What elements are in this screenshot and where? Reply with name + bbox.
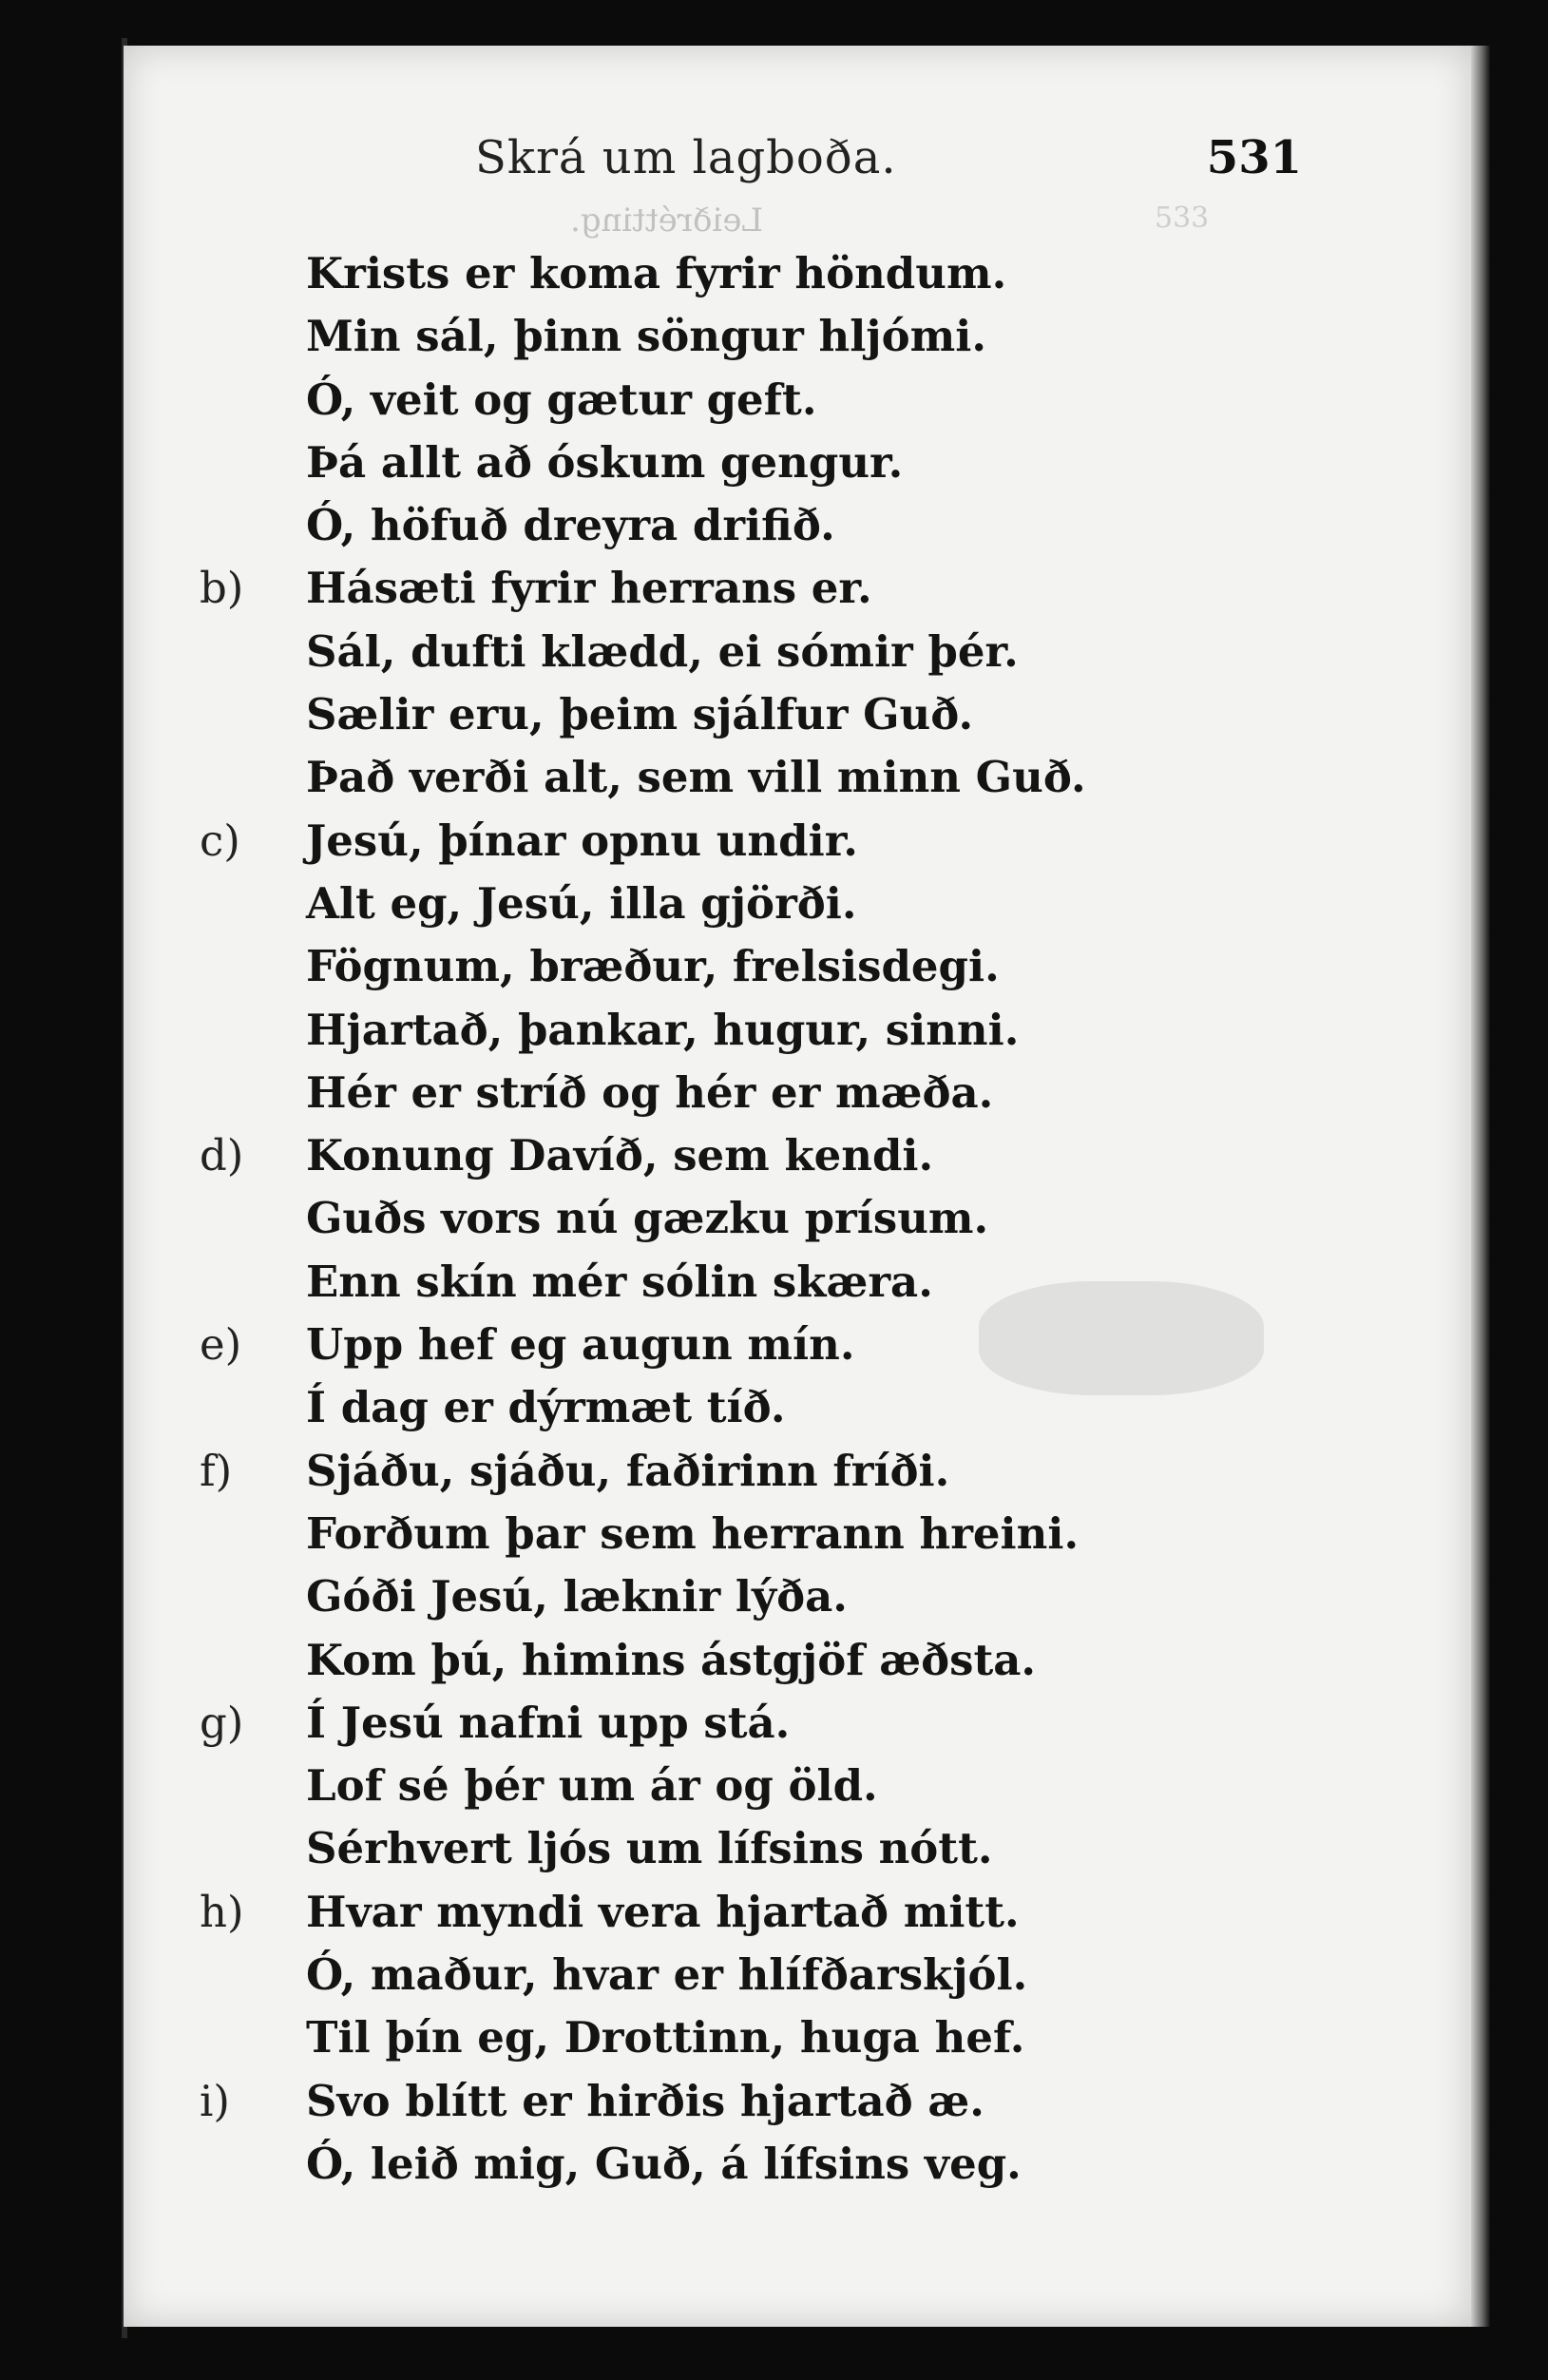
tune-title: Ó, veit og gætur geft. [306, 374, 817, 425]
tune-title: Forðum þar sem herrann hreini. [306, 1507, 1080, 1559]
tune-title: Enn skín mér sólin skæra. [306, 1256, 933, 1307]
stanza-label: g) [200, 1697, 244, 1748]
tune-title: Þá allt að óskum gengur. [306, 436, 904, 488]
tune-title: Sérhvert ljós um lífsins nótt. [306, 1823, 993, 1874]
tune-title: Fögnum, bræður, frelsisdegi. [306, 941, 1000, 992]
tune-line [200, 1251, 1321, 1314]
bleed-through-text: Leiðrétting. [570, 202, 764, 240]
tune-line [200, 1314, 1321, 1376]
tune-index-list [200, 242, 1321, 2196]
tune-title: Guðs vors nú gæzku prísum. [306, 1193, 989, 1244]
tune-title: Min sál, þinn söngur hljómi. [306, 311, 986, 362]
tune-line [200, 873, 1321, 935]
tune-line [200, 305, 1321, 368]
page-header [352, 131, 1302, 198]
tune-line [200, 1187, 1321, 1250]
tune-title: Hér er stríð og hér er mæða. [306, 1066, 994, 1118]
stanza-label: h) [200, 1886, 244, 1937]
tune-line [200, 1629, 1321, 1692]
bleed-through-page-number: 533 [1155, 202, 1210, 235]
tune-title: Í dag er dýrmæt tíð. [306, 1382, 786, 1433]
tune-title: Konung Davíð, sem kendi. [306, 1130, 934, 1181]
tune-line [200, 746, 1321, 809]
tune-line [200, 621, 1321, 683]
tune-line [200, 1376, 1321, 1439]
tune-title: Sælir eru, þeim sjálfur Guð. [306, 689, 974, 740]
tune-line [200, 557, 1321, 620]
tune-line [200, 1881, 1321, 1944]
tune-title: Ó, maður, hvar er hlífðarskjól. [306, 1949, 1028, 2001]
tune-title: Hvar myndi vera hjartað mitt. [306, 1886, 1020, 1937]
tune-title: Lof sé þér um ár og öld. [306, 1760, 878, 1812]
page-number: 531 [1206, 131, 1302, 184]
tune-line [200, 2133, 1321, 2196]
tune-title: Krists er koma fyrir höndum. [306, 248, 1007, 298]
tune-title: Sál, dufti klædd, ei sómir þér. [306, 625, 1019, 677]
tune-line [200, 1124, 1321, 1187]
tune-line [200, 1565, 1321, 1628]
tune-title: Svo blítt er hirðis hjartað æ. [306, 2075, 984, 2126]
tune-title: Kom þú, himins ástgjöf æðsta. [306, 1634, 1037, 1685]
stanza-label: e) [200, 1319, 242, 1371]
tune-title: Sjáðu, sjáðu, faðirinn fríði. [306, 1445, 950, 1496]
tune-line [200, 242, 1321, 305]
tune-title: Góði Jesú, læknir lýða. [306, 1571, 848, 1622]
stanza-label: c) [200, 815, 240, 866]
tune-title: Ó, höfuð dreyra drifið. [306, 500, 835, 551]
tune-line [200, 2006, 1321, 2069]
tune-line [200, 494, 1321, 557]
stanza-label: b) [200, 563, 244, 614]
tune-line [200, 683, 1321, 746]
tune-line [200, 2070, 1321, 2133]
tune-title: Hjartað, þankar, hugur, sinni. [306, 1004, 1020, 1055]
tune-line [200, 1503, 1321, 1565]
tune-line [200, 810, 1321, 873]
tune-title: Hásæti fyrir herrans er. [306, 563, 872, 614]
tune-title: Alt eg, Jesú, illa gjörði. [306, 877, 857, 929]
tune-title: Til þín eg, Drottinn, huga hef. [306, 2012, 1025, 2063]
tune-title: Það verði alt, sem vill minn Guð. [306, 752, 1086, 803]
running-title: Skrá um lagboða. [475, 131, 897, 184]
stanza-label: i) [200, 2075, 230, 2126]
tune-line [200, 1062, 1321, 1124]
tune-line [200, 1755, 1321, 1817]
tune-line [200, 935, 1321, 998]
tune-line [200, 1692, 1321, 1755]
stanza-label: f) [200, 1445, 233, 1496]
page-edge-shadow [1471, 46, 1490, 2327]
tune-line [200, 369, 1321, 432]
tune-line [200, 999, 1321, 1062]
stanza-label: d) [200, 1130, 244, 1181]
tune-line [200, 432, 1321, 494]
tune-line [200, 1817, 1321, 1880]
tune-line [200, 1440, 1321, 1503]
tune-title: Ó, leið mig, Guð, á lífsins veg. [306, 2138, 1022, 2189]
tune-line [200, 1944, 1321, 2006]
tune-title: Jesú, þínar opnu undir. [306, 815, 858, 866]
tune-title: Í Jesú nafni upp stá. [306, 1697, 791, 1748]
tune-title: Upp hef eg augun mín. [306, 1319, 855, 1371]
